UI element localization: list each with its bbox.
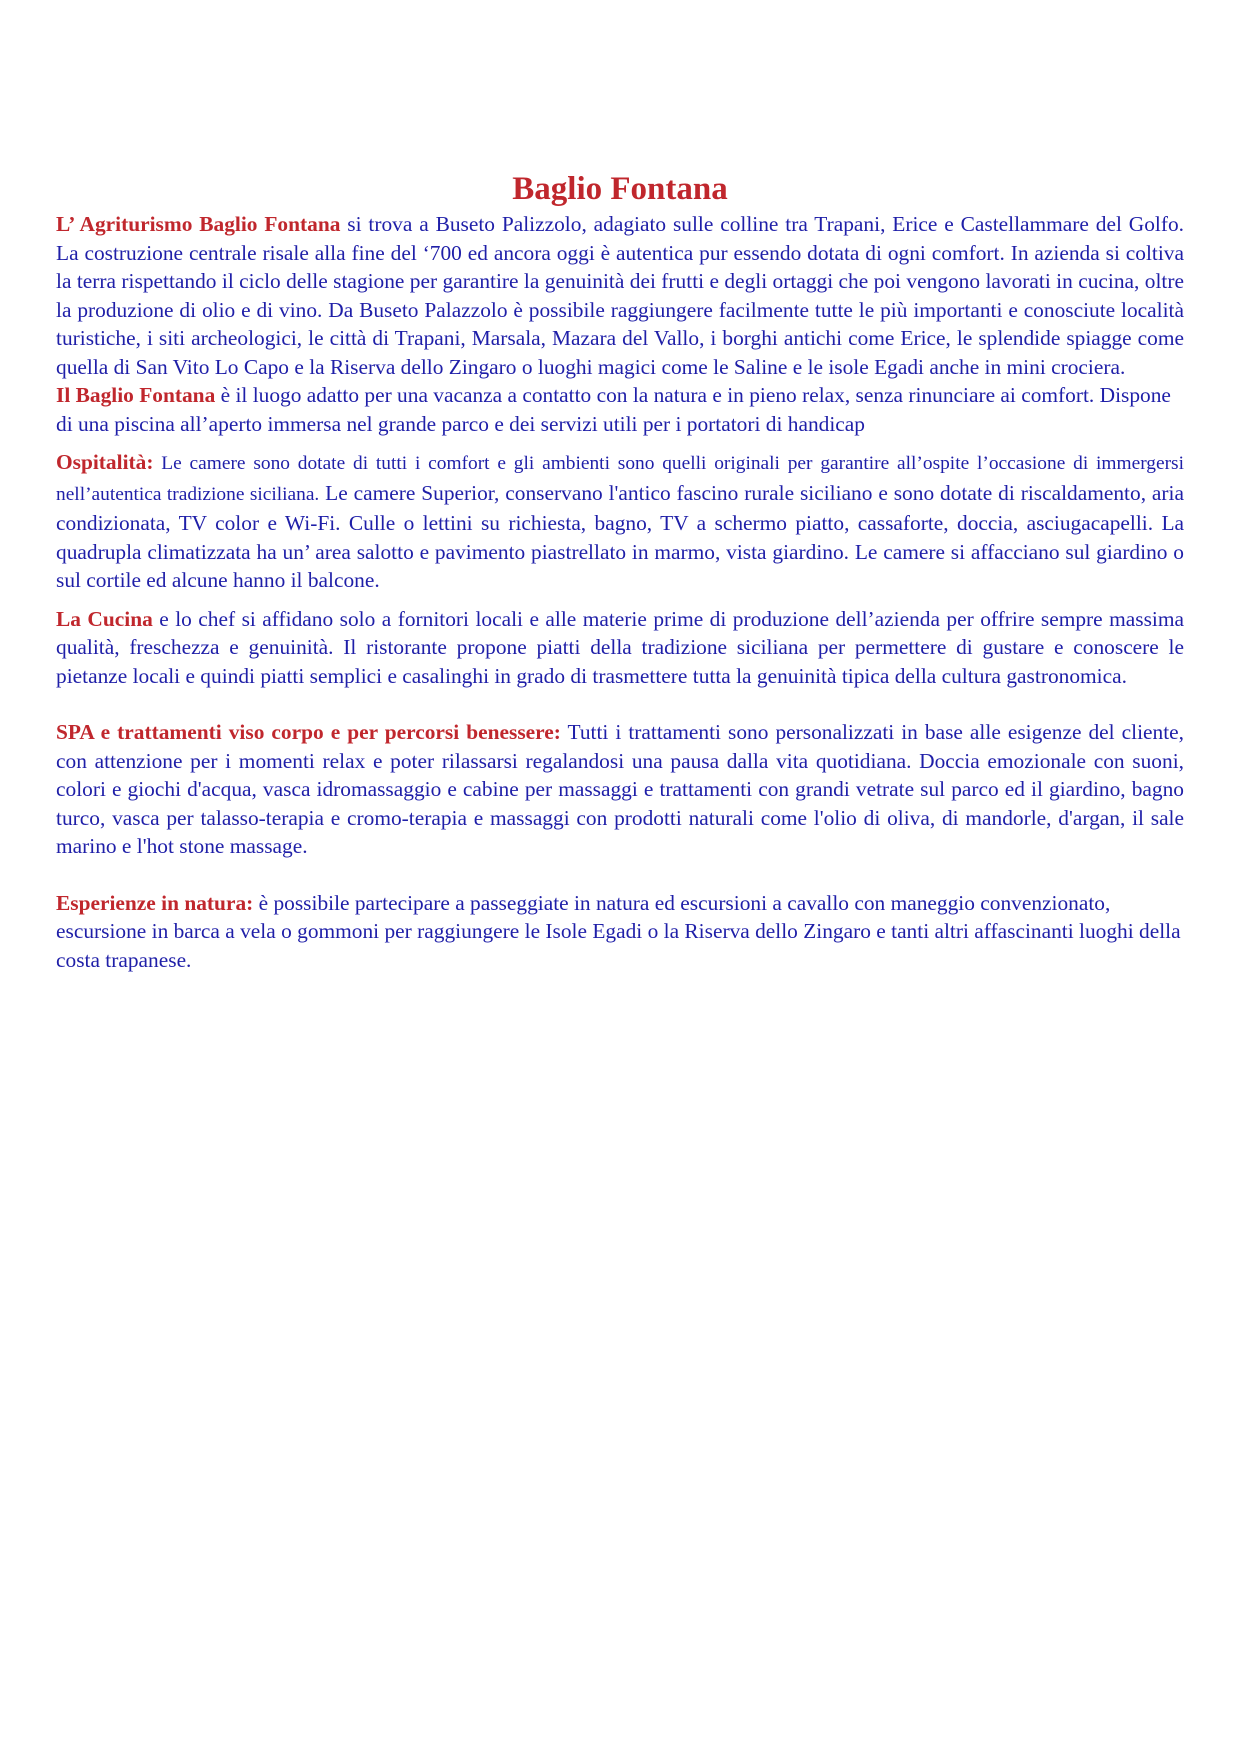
- esperienze-text: è possibile partecipare a passeggiate in natura ed escursioni a cavallo con maneggio convenzionato, escursione in barca a vela o gommoni per raggiungere le Isole Egadi o la Riserva dello Zingaro e tanti altri affascinanti luoghi della costa trapanese.: [56, 890, 1181, 972]
- page-title: Baglio Fontana: [512, 171, 728, 207]
- esperienze-lead: Esperienze in natura:: [56, 890, 254, 915]
- cucina-text: e lo chef si affidano solo a fornitori locali e alle materie prime di produzione dell’azienda per offrire sempre massima qualità, freschezza e genuinità. Il ristorante propone piatti della tradizione siciliana per permettere di gustare e conoscere le pietanze locali e quindi piatti semplici e casalinghi in grado di trasmettere tutta la genuinità tipica della cultura gastronomica.: [56, 606, 1184, 688]
- ospitalita-lead: Ospitalità:: [56, 450, 154, 474]
- esperienze-paragraph: [56, 889, 1184, 975]
- ospitalita-paragraph: [56, 448, 1184, 595]
- spa-paragraph: [56, 718, 1184, 861]
- spa-text: Tutti i trattamenti sono personalizzati in base alle esigenze del cliente, con attenzione per i momenti relax e poter rilassarsi regalandosi una pausa dalla vita quotidiana. Doccia emozionale con suoni, colori e giochi d'acqua, vasca idromassaggio e cabine per massaggi e trattamenti con grandi vetrate sul parco ed il giardino, bagno turco, vasca per talasso-terapia e cromo-terapia e massaggi con prodotti naturali come l'olio di oliva, di mandorle, d'argan, il sale marino e l'hot stone massage.: [56, 720, 1184, 858]
- intro-lead: L’ Agriturismo Baglio Fontana: [56, 212, 341, 236]
- ospitalita-text-small: Le camere sono dotate di tutti i comfort e gli ambienti sono quelli originali per garantire all’ospite l’occasione di immergersi nell’autentica tradizione siciliana.: [56, 453, 1184, 505]
- relax-lead: Il Baglio Fontana: [56, 383, 216, 407]
- document-page: [56, 170, 1184, 974]
- cucina-lead: La Cucina: [56, 606, 153, 631]
- ospitalita-text: Le camere Superior, conservano l'antico fascino rurale siciliano e sono dotate di riscaldamento, aria condizionata, TV color e Wi-Fi. Culle o lettini su richiesta, bagno, TV a schermo piatto, cassaforte, doccia, asciugacapelli. La quadrupla climatizzata ha un’ area salotto e pavimento piastrellato in marmo, vista giardino. Le camere si affacciano sul giardino o sul cortile ed alcune hanno il balcone.: [56, 480, 1184, 592]
- relax-text: è il luogo adatto per una vacanza a contatto con la natura e in pieno relax, senza rinunciare ai comfort. Dispone di una piscina all’aperto immersa nel grande parco e dei servizi utili per i portatori di handicap: [56, 383, 1171, 436]
- intro-text: si trova a Buseto Palizzolo, adagiato sulle colline tra Trapani, Erice e Castellammare del Golfo. La costruzione centrale risale alla fine del ‘700 ed ancora oggi è autentica pur essendo dotata di ogni comfort. In azienda si coltiva la terra rispettando il ciclo delle stagione per garantire la genuinità dei frutti e degli ortaggi che poi vengono lavorati in cucina, oltre la produzione di olio e di vino. Da Buseto Palazzolo è possibile raggiungere facilmente tutte le più importanti e conosciute località turistiche, i siti archeologici, le città di Trapani, Marsala, Mazara del Vallo, i borghi antichi come Erice, le splendide spiagge come quella di San Vito Lo Capo e la Riserva dello Zingaro o luoghi magici come le Saline e le isole Egadi anche in mini crociera.: [56, 212, 1184, 379]
- intro-paragraph: [56, 210, 1184, 381]
- relax-paragraph: [56, 381, 1184, 438]
- spa-lead: SPA e trattamenti viso corpo e per percorsi benessere:: [56, 720, 561, 744]
- cucina-paragraph: [56, 605, 1184, 691]
